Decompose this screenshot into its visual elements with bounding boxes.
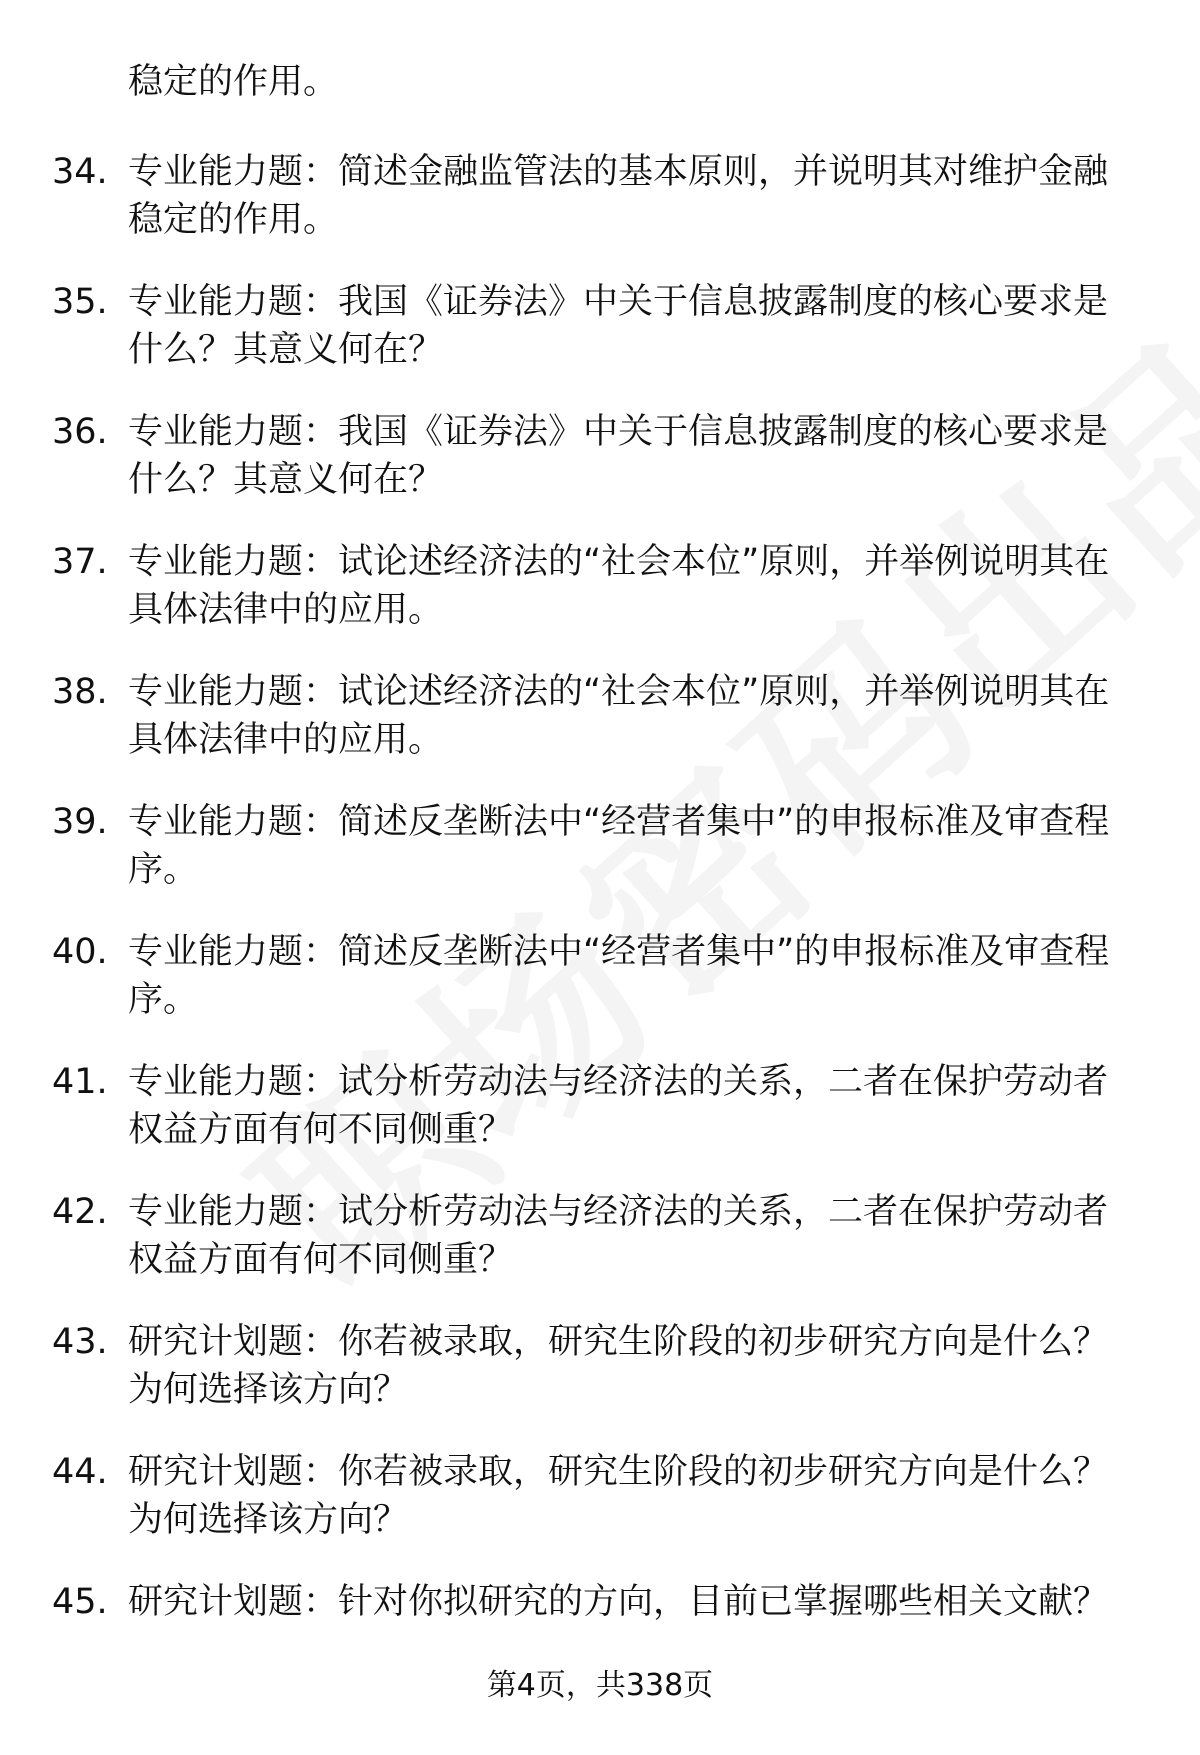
question-number: 42. [52, 1192, 108, 1232]
list-item [0, 1058, 1200, 1188]
question-number: 43. [52, 1322, 108, 1362]
question-text: 专业能力题：试论述经济法的“社会本位”原则，并举例说明其在具体法律中的应用。 [128, 542, 1110, 630]
question-text: 专业能力题：简述金融监管法的基本原则，并说明其对维护金融稳定的作用。 [128, 152, 1109, 240]
list-item [0, 148, 1200, 278]
list-item [0, 1448, 1200, 1578]
question-text: 专业能力题：试论述经济法的“社会本位”原则，并举例说明其在具体法律中的应用。 [128, 672, 1110, 760]
question-number: 38. [52, 672, 108, 712]
question-text: 专业能力题：试分析劳动法与经济法的关系，二者在保护劳动者权益方面有何不同侧重？ [128, 1192, 1109, 1280]
question-number: 41. [52, 1062, 108, 1102]
list-item [0, 798, 1200, 928]
page-footer: 第4页，共338页 [486, 1668, 714, 1703]
question-number: 39. [52, 802, 108, 842]
list-item [0, 1188, 1200, 1318]
question-list [0, 148, 1200, 1708]
question-number: 35. [52, 282, 108, 322]
question-text: 研究计划题：针对你拟研究的方向，目前已掌握哪些相关文献？ [128, 1582, 1109, 1622]
question-number: 40. [52, 932, 108, 972]
list-item [0, 408, 1200, 538]
list-item [0, 1318, 1200, 1448]
question-number: 44. [52, 1452, 108, 1492]
question-text: 专业能力题：我国《证券法》中关于信息披露制度的核心要求是什么？其意义何在？ [128, 282, 1109, 370]
question-number: 34. [52, 152, 108, 192]
question-number: 37. [52, 542, 108, 582]
list-item [0, 668, 1200, 798]
question-text: 专业能力题：我国《证券法》中关于信息披露制度的核心要求是什么？其意义何在？ [128, 412, 1109, 500]
question-number: 45. [52, 1582, 108, 1622]
list-item [0, 928, 1200, 1058]
question-number: 36. [52, 412, 108, 452]
question-text: 专业能力题：简述反垄断法中“经营者集中”的申报标准及审查程序。 [128, 932, 1110, 1020]
question-text: 研究计划题：你若被录取，研究生阶段的初步研究方向是什么？为何选择该方向？ [128, 1452, 1109, 1540]
list-item [0, 278, 1200, 408]
question-text: 专业能力题：简述反垄断法中“经营者集中”的申报标准及审查程序。 [128, 802, 1110, 890]
continuation-text: 稳定的作用。 [128, 62, 339, 102]
question-text: 研究计划题：你若被录取，研究生阶段的初步研究方向是什么？为何选择该方向？ [128, 1322, 1109, 1410]
list-item [0, 538, 1200, 668]
question-text: 专业能力题：试分析劳动法与经济法的关系，二者在保护劳动者权益方面有何不同侧重？ [128, 1062, 1109, 1150]
